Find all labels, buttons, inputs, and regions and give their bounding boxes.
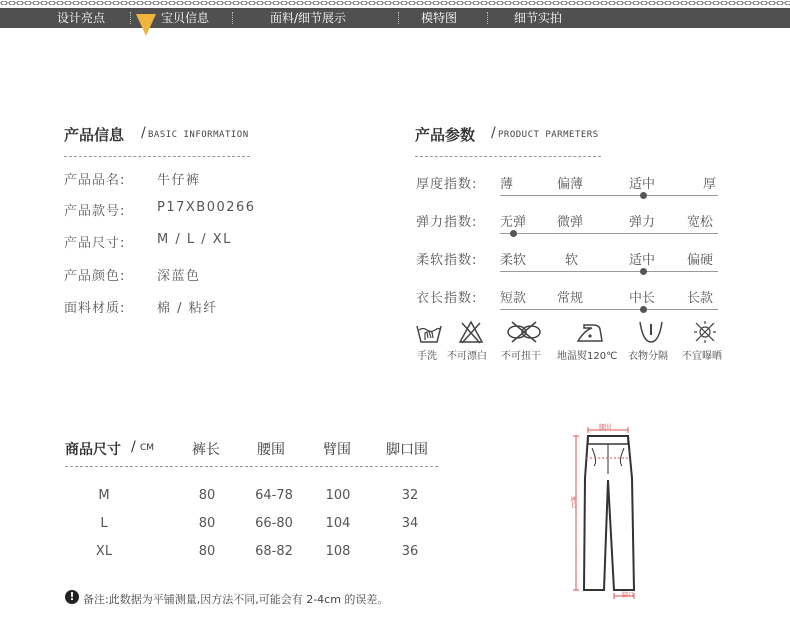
size-col-arm: 臂围 xyxy=(323,442,351,458)
params-section-slash: / xyxy=(491,125,496,141)
info-value-color: 深蓝色 xyxy=(157,269,201,284)
size-table-title: 商品尺寸 xyxy=(65,442,121,458)
size-table-slash: / xyxy=(131,439,136,455)
info-label-material: 面料材质: xyxy=(64,301,126,316)
no-bleach-icon xyxy=(458,320,484,344)
nav-separator xyxy=(232,12,233,24)
table-row-size: M xyxy=(98,488,110,503)
nav-separator xyxy=(130,12,131,24)
param-option: 常规 xyxy=(557,291,584,306)
param-selected-dot xyxy=(640,268,647,275)
size-col-length: 裤长 xyxy=(192,442,220,458)
size-table-unit: CM xyxy=(140,443,155,453)
info-value-style-number: P17XB00266 xyxy=(157,200,256,215)
param-scale-elasticity xyxy=(500,233,718,234)
pants-measurement-diagram xyxy=(560,418,660,604)
table-cell: 36 xyxy=(401,544,419,559)
param-option: 偏硬 xyxy=(687,253,714,268)
table-cell: 80 xyxy=(198,488,216,503)
param-option: 无弹 xyxy=(500,215,527,230)
info-value-name: 牛仔裤 xyxy=(157,173,201,188)
size-col-waist: 腰围 xyxy=(257,442,285,458)
param-option: 适中 xyxy=(629,177,656,192)
param-scale-thickness xyxy=(500,195,718,196)
param-option: 微弹 xyxy=(557,215,584,230)
nav-tab-design-highlights[interactable]: 设计亮点 xyxy=(57,11,106,25)
info-label-size: 产品尺寸: xyxy=(64,236,126,251)
param-scale-softness xyxy=(500,271,718,272)
nav-tab-detail-photos[interactable]: 细节实拍 xyxy=(514,11,563,25)
param-option: 偏薄 xyxy=(557,177,584,192)
care-label-no-bleach: 不可漂白 xyxy=(447,351,487,362)
info-label-color: 产品颜色: xyxy=(64,269,126,284)
param-option: 长款 xyxy=(687,291,714,306)
top-navigation xyxy=(0,8,790,28)
table-cell: 108 xyxy=(325,544,351,559)
param-option: 宽松 xyxy=(687,215,714,230)
info-label-style-number: 产品款号: xyxy=(64,204,126,219)
care-label-separate: 衣物分隔 xyxy=(628,351,668,362)
care-label-hand-wash: 手洗 xyxy=(417,351,437,362)
info-section-divider xyxy=(64,156,250,157)
decorative-oval-border xyxy=(0,0,790,6)
param-scale-length xyxy=(500,309,718,310)
param-option: 柔软 xyxy=(500,253,527,268)
info-value-material: 棉 / 粘纤 xyxy=(157,301,218,316)
param-option: 弹力 xyxy=(629,215,656,230)
param-selected-dot xyxy=(640,306,647,313)
table-row-size: XL xyxy=(95,544,113,559)
table-cell: 32 xyxy=(401,488,419,503)
info-value-size: M / L / XL xyxy=(157,232,232,247)
info-section-subtitle: BASIC INFORMATION xyxy=(148,130,249,140)
param-option: 厚 xyxy=(703,177,717,192)
nav-separator xyxy=(487,12,488,24)
param-option: 软 xyxy=(565,253,579,268)
care-label-no-wring: 不可扭干 xyxy=(501,351,541,362)
table-cell: 64-78 xyxy=(255,488,293,503)
separate-wash-icon xyxy=(638,320,664,344)
param-label-elasticity: 弹力指数: xyxy=(416,215,478,230)
exclamation-icon: ! xyxy=(65,590,79,604)
param-option: 适中 xyxy=(629,253,656,268)
nav-tab-product-info[interactable]: 宝贝信息 xyxy=(161,11,210,25)
diagram-label-length: 裤长 xyxy=(569,496,576,508)
table-cell: 80 xyxy=(198,544,216,559)
table-cell: 104 xyxy=(325,516,351,531)
param-label-softness: 柔软指数: xyxy=(416,253,478,268)
care-label-low-iron: 地温熨120℃ xyxy=(557,351,618,362)
table-cell: 66-80 xyxy=(255,516,293,531)
table-cell: 80 xyxy=(198,516,216,531)
size-col-hem: 脚口围 xyxy=(386,442,428,458)
param-label-thickness: 厚度指数: xyxy=(416,177,478,192)
info-section-slash: / xyxy=(141,125,146,141)
info-section-title: 产品信息 xyxy=(64,126,125,144)
param-label-length: 衣长指数: xyxy=(416,291,478,306)
diagram-label-hem: 脚口 xyxy=(622,592,635,599)
table-cell: 100 xyxy=(325,488,351,503)
care-label-no-sun: 不宜曝晒 xyxy=(682,351,722,362)
table-cell: 68-82 xyxy=(255,544,293,559)
nav-separator xyxy=(398,12,399,24)
params-section-title: 产品参数 xyxy=(415,126,476,144)
diagram-label-waist: 腰围 xyxy=(599,424,612,431)
active-tab-indicator xyxy=(136,14,156,36)
params-section-divider xyxy=(415,156,601,157)
param-option: 短款 xyxy=(500,291,527,306)
low-iron-icon xyxy=(575,320,605,344)
param-selected-dot xyxy=(510,230,517,237)
info-label-name: 产品品名: xyxy=(64,173,126,188)
param-option: 中长 xyxy=(629,291,656,306)
param-option: 薄 xyxy=(500,177,514,192)
table-cell: 34 xyxy=(401,516,419,531)
table-row-size: L xyxy=(100,516,108,531)
size-table-divider xyxy=(65,466,438,467)
nav-tab-model-photos[interactable]: 模特图 xyxy=(421,11,458,25)
no-sun-icon xyxy=(692,320,718,344)
nav-tab-fabric-details[interactable]: 面料/细节展示 xyxy=(270,11,347,25)
no-wring-icon xyxy=(506,320,542,344)
param-selected-dot xyxy=(640,192,647,199)
hand-wash-icon xyxy=(416,320,442,344)
params-section-subtitle: PRODUCT PARMETERS xyxy=(498,130,599,140)
measurement-note: 备注:此数据为平铺测量,因方法不同,可能会有 2-4cm 的误差。 xyxy=(83,593,389,606)
